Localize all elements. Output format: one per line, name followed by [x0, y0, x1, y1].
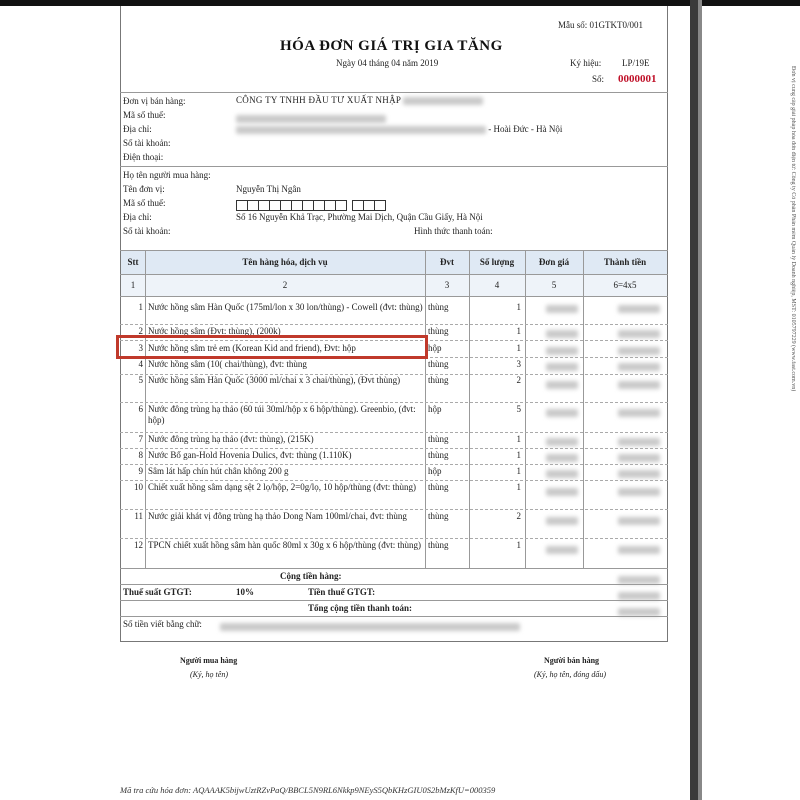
row-unit: thùng	[428, 450, 449, 460]
totals-line	[120, 616, 668, 617]
right-border-shade	[698, 0, 702, 800]
vat-rate-value: 10%	[236, 587, 254, 597]
seller-unit-value: CÔNG TY TNHH ĐẦU TƯ XUẤT NHẬP	[236, 95, 483, 105]
row-unit: thùng	[428, 511, 449, 521]
subtotal-label: Cộng tiền hàng:	[280, 571, 342, 581]
row-separator	[120, 480, 668, 481]
buyer-tax-label: Mã số thuế:	[123, 198, 166, 208]
row-qty: 2	[516, 375, 521, 385]
row-separator	[120, 538, 668, 539]
seller-tax-label: Mã số thuế:	[123, 110, 166, 120]
row-amount-redacted	[618, 376, 660, 394]
row-unit: thùng	[428, 540, 449, 550]
row-unit: thùng	[428, 326, 449, 336]
row-price-redacted	[546, 300, 578, 318]
row-stt: 1	[138, 302, 143, 312]
subheader-4: 4	[494, 280, 500, 290]
row-stt: 7	[138, 434, 143, 444]
row-separator	[120, 509, 668, 510]
seller-signature-label: Người bán hàng	[544, 656, 600, 665]
row-unit: thùng	[428, 375, 449, 385]
symbol-label: Ký hiệu:	[570, 58, 602, 68]
col-divider	[145, 250, 146, 568]
buyer-account-label: Số tài khoản:	[123, 226, 171, 236]
subheader-3: 3	[444, 280, 450, 290]
row-stt: 4	[138, 359, 143, 369]
row-separator	[120, 324, 668, 325]
col-divider	[525, 250, 526, 568]
seller-address-value: - Hoài Đức - Hà Nội	[236, 124, 562, 134]
row-amount-redacted	[618, 404, 660, 422]
row-separator	[120, 432, 668, 433]
row-price-redacted	[546, 483, 578, 501]
table-subheader-line	[120, 296, 668, 297]
row-name: Nước hồng sâm (Đvt: thùng), (200k)	[148, 326, 281, 336]
row-stt: 12	[134, 540, 143, 550]
symbol-value: LP/19E	[622, 58, 650, 68]
row-name: Nước hồng sâm trẻ em (Korean Kid and friend), Đvt: hộp	[148, 343, 356, 353]
row-qty: 3	[516, 359, 521, 369]
seller-unit-label: Đơn vị bán hàng:	[123, 96, 186, 106]
vat-amount-label: Tiền thuế GTGT:	[308, 587, 376, 597]
buyer-payment-label: Hình thức thanh toán:	[414, 226, 493, 236]
row-name: Nước hồng sâm (10( chai/thùng), đvt: thùng	[148, 359, 307, 369]
row-name: Nước giải khát vị đông trùng hạ thảo Dong Nam 100ml/chai, đvt: thùng	[148, 511, 407, 521]
table-header-line	[120, 274, 668, 275]
grand-total-redacted	[618, 603, 660, 621]
subheader-2: 2	[282, 280, 288, 290]
row-price-redacted	[546, 376, 578, 394]
buyer-unit-value: Nguyễn Thị Ngân	[236, 184, 301, 194]
row-stt: 2	[138, 326, 143, 336]
form-code: Mẫu số: 01GTKT0/001	[558, 20, 643, 30]
row-name: Chiết xuất hồng sâm dạng sệt 2 lọ/hộp, 2=0g/lọ, 10 hộp/thùng (đvt: thùng)	[148, 482, 417, 492]
row-name: Nước hồng sâm Hàn Quốc (3000 ml/chai x 3 chai/thùng), (Đvt thùng)	[148, 375, 401, 385]
col-header-unit: Đvt	[440, 257, 454, 267]
row-name: Nước hồng sâm Hàn Quốc (175ml/lon x 30 lon/thùng) - Cowell (đvt: thùng)	[148, 302, 423, 312]
row-unit: thùng	[428, 302, 449, 312]
buyer-top-line	[120, 166, 668, 167]
vat-rate-label: Thuế suất GTGT:	[123, 587, 192, 597]
row-unit: thùng	[428, 359, 449, 369]
row-unit: hộp	[428, 404, 442, 414]
table-top-line	[120, 250, 668, 251]
row-name: Nước đông trùng hạ thảo (60 túi 30ml/hộp x 6 hộp/thùng). Greenbio, (đvt: hộp)	[148, 404, 416, 425]
row-name: Nước đông trùng hạ thảo (đvt: thùng), (215K)	[148, 434, 314, 444]
totals-line	[120, 584, 668, 585]
in-words-redacted	[220, 618, 520, 636]
row-price-redacted	[546, 404, 578, 422]
row-stt: 5	[138, 375, 143, 385]
buyer-name-label: Họ tên người mua hàng:	[123, 170, 211, 180]
number-label: Số:	[592, 74, 605, 84]
lookup-code: Mã tra cứu hóa đơn: AQAAAK5bijwUztRZvPaQ/BBCL5N9RL6Nkkp9NEyS5QbKHzGIU0S2bMzKfU=000359	[120, 785, 496, 795]
row-qty: 1	[516, 466, 521, 476]
seller-top-line	[120, 92, 668, 93]
invoice-date: Ngày 04 tháng 04 năm 2019	[336, 58, 439, 68]
row-unit: thùng	[428, 434, 449, 444]
invoice-number: 0000001	[618, 73, 657, 85]
row-unit: thùng	[428, 482, 449, 492]
row-separator	[120, 448, 668, 449]
row-price-redacted	[546, 541, 578, 559]
row-qty: 1	[516, 482, 521, 492]
subheader-5: 5	[551, 280, 557, 290]
seller-address-label: Địa chỉ:	[123, 124, 152, 134]
seller-phone-label: Điện thoại:	[123, 152, 164, 162]
row-stt: 11	[134, 511, 143, 521]
row-name: TPCN chiết xuất hồng sâm hàn quốc 80ml x 30g x 6 hộp/thùng (đvt: thùng)	[148, 540, 421, 550]
buyer-address-label: Địa chỉ:	[123, 212, 152, 222]
row-price-redacted	[546, 512, 578, 530]
col-header-amount: Thành tiền	[603, 257, 647, 267]
invoice-title: HÓA ĐƠN GIÁ TRỊ GIA TĂNG	[280, 38, 503, 54]
seller-account-label: Số tài khoản:	[123, 138, 171, 148]
provider-side-note: Đơn vị cung cấp giải pháp hóa đơn điện tử: Công ty Cổ phần Phần mềm Quản lý Doanh nghiệp, MST: 0105797229 (www.fast.com.vn)	[790, 66, 796, 392]
highlight-box	[116, 335, 428, 359]
row-qty: 2	[516, 511, 521, 521]
row-stt: 6	[138, 404, 143, 414]
subheader-1: 1	[130, 280, 136, 290]
row-qty: 1	[516, 343, 521, 353]
buyer-address-value: Số 16 Nguyễn Khả Trạc, Phường Mai Dịch, Quận Cầu Giấy, Hà Nội	[236, 212, 483, 222]
row-amount-redacted	[618, 541, 660, 559]
row-name: Sâm lát hấp chín hút chân không 200 g	[148, 466, 289, 476]
row-qty: 1	[516, 326, 521, 336]
col-header-name: Tên hàng hóa, dịch vụ	[242, 257, 328, 267]
buyer-signature-label: Người mua hàng	[180, 656, 238, 665]
row-separator	[120, 402, 668, 403]
row-amount-redacted	[618, 300, 660, 318]
invoice-sheet	[108, 6, 796, 800]
row-qty: 1	[516, 450, 521, 460]
grand-total-label: Tổng cộng tiền thanh toán:	[308, 603, 413, 613]
right-border	[690, 0, 698, 800]
in-words-label: Số tiền viết bằng chữ:	[123, 619, 202, 629]
col-divider	[425, 250, 426, 568]
subheader-6: 6=4x5	[613, 280, 637, 290]
row-separator	[120, 464, 668, 465]
row-qty: 1	[516, 302, 521, 312]
col-divider	[583, 250, 584, 568]
totals-top-line	[120, 568, 668, 569]
row-unit: hộp	[428, 466, 442, 476]
row-stt: 10	[134, 482, 143, 492]
buyer-signature-sub: (Ký, họ tên)	[190, 670, 228, 679]
row-unit: hộp	[428, 343, 442, 353]
seller-signature-sub: (Ký, họ tên, đóng dấu)	[534, 670, 606, 679]
row-stt: 8	[138, 450, 143, 460]
row-amount-redacted	[618, 512, 660, 530]
totals-line	[120, 600, 668, 601]
row-amount-redacted	[618, 483, 660, 501]
col-header-stt: Stt	[127, 257, 139, 267]
buyer-unit-label: Tên đơn vị:	[123, 184, 165, 194]
row-qty: 1	[516, 540, 521, 550]
row-qty: 1	[516, 434, 521, 444]
col-header-price: Đơn giá	[538, 257, 570, 267]
row-stt: 9	[138, 466, 143, 476]
row-name: Nước Bổ gan-Hold Hovenia Dulics, đvt: thùng (1.110K)	[148, 450, 352, 460]
row-stt: 3	[138, 343, 143, 353]
row-qty: 5	[516, 404, 521, 414]
col-header-qty: Số lượng	[479, 257, 515, 267]
